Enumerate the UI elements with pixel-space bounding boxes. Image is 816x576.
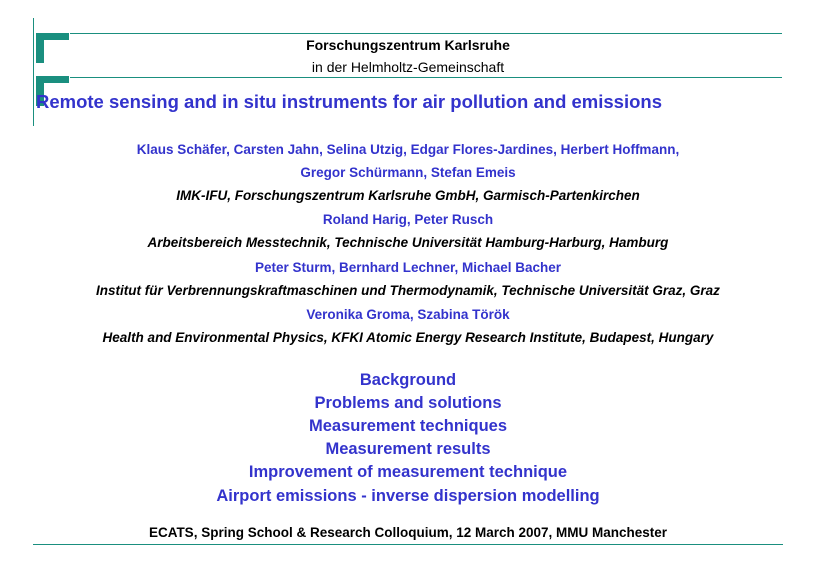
affiliation-line: Arbeitsbereich Messtechnik, Technische Universität Hamburg-Harburg, Hamburg — [147, 235, 669, 250]
author-line: Peter Sturm, Bernhard Lechner, Michael Bacher — [254, 260, 562, 275]
outline-item: Background — [359, 371, 457, 389]
affiliation-line: Health and Environmental Physics, KFKI Atomic Energy Research Institute, Budapest, Hungary — [102, 330, 714, 345]
author-line: Roland Harig, Peter Rusch — [322, 212, 494, 227]
outline-item: Measurement results — [325, 440, 491, 458]
outline-item: Improvement of measurement technique — [248, 463, 568, 481]
author-line: Gregor Schürmann, Stefan Emeis — [300, 165, 516, 180]
header-rule-bottom — [70, 77, 782, 78]
header-rule-top — [70, 33, 782, 34]
org-subtitle: in der Helmholtz-Gemeinschaft — [311, 59, 505, 75]
footer-text: ECATS, Spring School & Research Colloquium, 12 March 2007, MMU Manchester — [148, 525, 668, 540]
outline-item: Problems and solutions — [314, 394, 502, 412]
presentation-title: Remote sensing and in situ instruments for air pollution and emissions — [36, 91, 663, 112]
footer-rule — [33, 544, 783, 545]
outline-item: Airport emissions - inverse dispersion modelling — [216, 487, 600, 505]
affiliation-line: Institut für Verbrennungskraftmaschinen und Thermodynamik, Technische Universität Graz, Graz — [96, 283, 720, 298]
org-name: Forschungszentrum Karlsruhe — [306, 37, 510, 53]
affiliation-line: IMK-IFU, Forschungszentrum Karlsruhe GmbH, Garmisch-Partenkirchen — [176, 188, 640, 203]
outline-item: Measurement techniques — [308, 417, 508, 435]
author-line: Klaus Schäfer, Carsten Jahn, Selina Utzig, Edgar Flores-Jardines, Herbert Hoffmann, — [136, 142, 680, 157]
author-line: Veronika Groma, Szabina Török — [306, 307, 510, 322]
